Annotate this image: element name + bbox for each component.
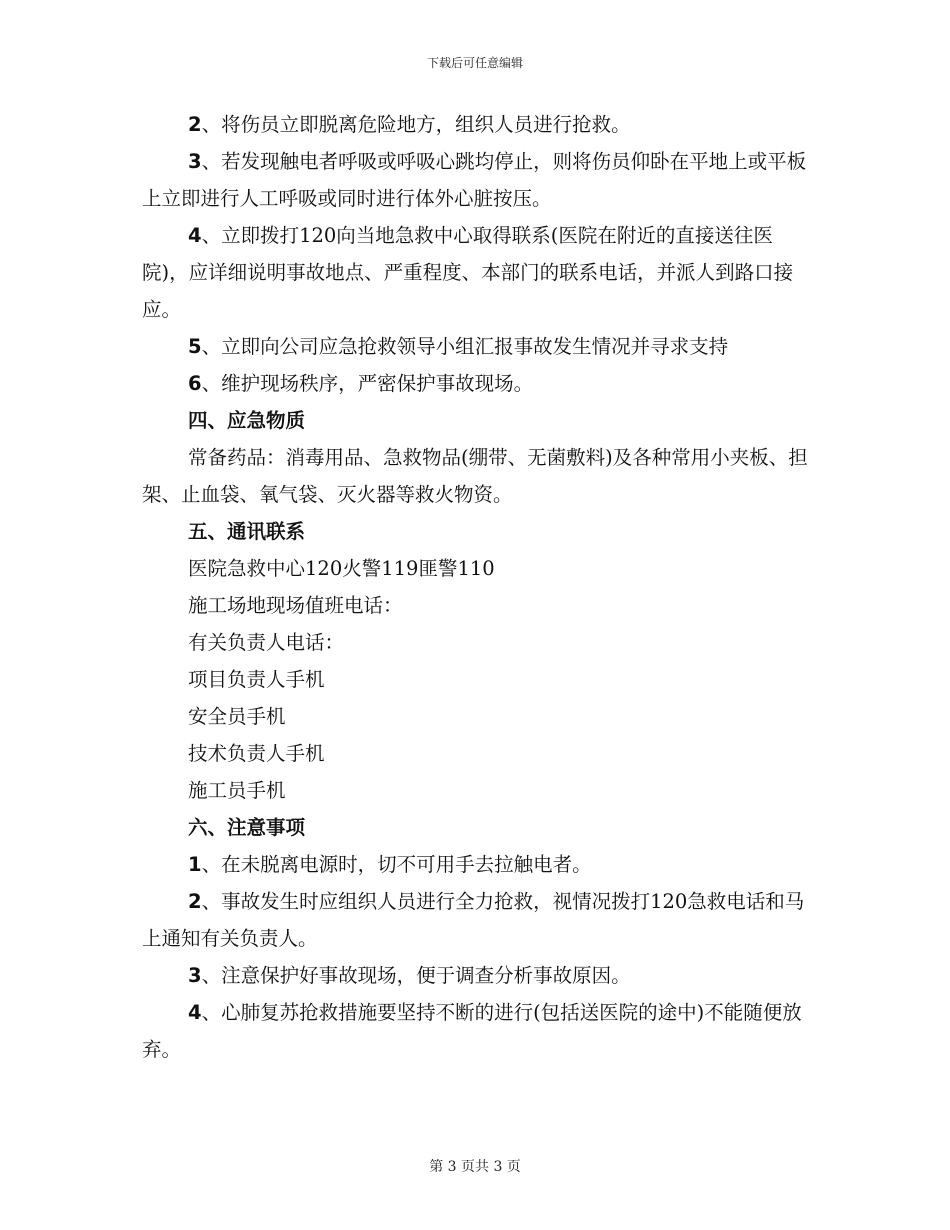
section-heading-supplies: 四、应急物质 xyxy=(188,409,306,432)
contact-line: 技术负责人手机 xyxy=(188,742,325,765)
page-footer: 第 3 页共 3 页 xyxy=(429,1159,521,1175)
note-item-2 xyxy=(142,883,812,957)
contact-line: 施工场地现场值班电话： xyxy=(188,594,403,617)
paragraph-2 xyxy=(142,106,812,143)
paragraph-5 xyxy=(142,328,812,365)
paragraph-text: 、若发现触电者呼吸或呼吸心跳均停止，则将伤员仰卧在平地上或平板上立即进行人工呼吸或同时进行体外心脏按压。 xyxy=(142,150,807,210)
note-item-4 xyxy=(142,994,812,1068)
paragraph-text: 、将伤员立即脱离危险地方，组织人员进行抢救。 xyxy=(201,113,631,136)
paragraph-text: 、立即拨打120向当地急救中心取得联系(医院在附近的直接送往医院)，应详细说明事故地点、严重程度、本部门的联系电话，并派人到路口接应。 xyxy=(142,224,794,321)
note-text: 、事故发生时应组织人员进行全力抢救，视情况拨打120急救电话和马上通知有关负责人。 xyxy=(142,890,805,950)
note-text: 、心肺复苏抢救措施要坚持不断的进行(包括送医院的途中)不能随便放弃。 xyxy=(142,1001,802,1061)
paragraph-6 xyxy=(142,365,812,402)
note-text: 、注意保护好事故现场，便于调查分析事故原因。 xyxy=(201,964,631,987)
note-text: 、在未脱离电源时，切不可用手去拉触电者。 xyxy=(201,853,592,876)
contact-line: 项目负责人手机 xyxy=(188,668,325,691)
note-item-1 xyxy=(142,846,812,883)
item-number: 2 xyxy=(188,113,202,136)
item-number: 1 xyxy=(188,853,202,876)
item-number: 4 xyxy=(188,224,202,247)
supplies-text: 常备药品：消毒用品、急救物品(绷带、无菌敷料)及各种常用小夹板、担架、止血袋、氧气袋、灭火器等救火物资。 xyxy=(142,446,808,506)
contact-line: 医院急救中心120火警119匪警110 xyxy=(188,557,495,580)
item-number: 3 xyxy=(188,964,202,987)
section-heading-contacts: 五、通讯联系 xyxy=(188,520,306,543)
paragraph-text: 、立即向公司应急抢救领导小组汇报事故发生情况并寻求支持 xyxy=(201,335,729,358)
contact-line: 安全员手机 xyxy=(188,705,286,728)
page-header: 下载后可任意编辑 xyxy=(426,56,523,70)
contact-line: 施工员手机 xyxy=(188,779,286,802)
paragraph-4 xyxy=(142,217,812,328)
section-heading-notes: 六、注意事项 xyxy=(188,816,306,839)
document-body xyxy=(142,106,812,1068)
note-item-3 xyxy=(142,957,812,994)
contact-line: 有关负责人电话： xyxy=(188,631,345,654)
item-number: 2 xyxy=(188,890,202,913)
item-number: 3 xyxy=(188,150,202,173)
item-number: 5 xyxy=(188,335,202,358)
item-number: 6 xyxy=(188,372,202,395)
paragraph-3 xyxy=(142,143,812,217)
paragraph-text: 、维护现场秩序，严密保护事故现场。 xyxy=(201,372,534,395)
item-number: 4 xyxy=(188,1001,202,1024)
